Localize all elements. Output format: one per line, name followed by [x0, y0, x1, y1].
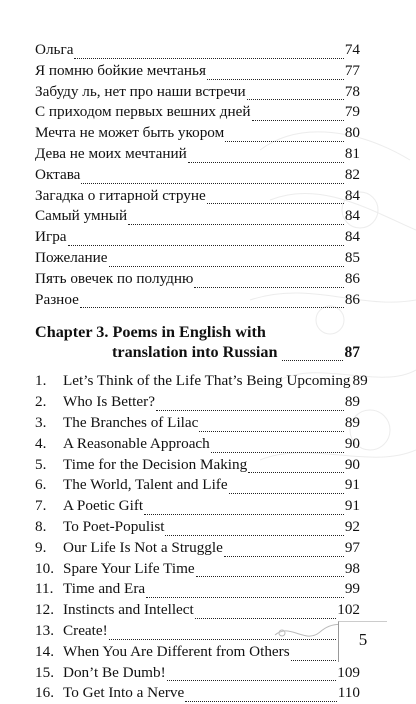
- toc-entry: [35, 40, 360, 61]
- chapter-title-line2-row: [35, 342, 360, 363]
- toc-entry: [35, 290, 360, 311]
- leader-dots: [291, 648, 337, 661]
- entry-page: 98: [344, 559, 360, 577]
- entry-number: 2.: [35, 393, 47, 411]
- chapter-page: 87: [344, 344, 360, 362]
- entry-title: Пожелание: [35, 248, 108, 266]
- entry-number: 6.: [35, 476, 47, 494]
- leader-dots: [167, 668, 337, 681]
- entry-page: 78: [344, 82, 360, 100]
- toc-entry: [35, 455, 360, 476]
- toc-entry: [35, 538, 360, 559]
- entry-title: Игра: [35, 228, 67, 246]
- entry-number: 5.: [35, 455, 47, 473]
- leader-dots: [128, 212, 344, 225]
- entry-page: 90: [344, 434, 360, 452]
- entry-title: Time for the Decision Making: [63, 455, 248, 473]
- entry-title: Instincts and Intellect: [63, 601, 194, 619]
- russian-section: [35, 40, 360, 310]
- entry-title: Create!: [63, 621, 108, 639]
- entry-page: 110: [337, 684, 360, 702]
- entry-page: 86: [344, 290, 360, 308]
- entry-number: 13.: [35, 621, 54, 639]
- entry-page: 80: [344, 124, 360, 142]
- entry-title: Don’t Be Dumb!: [63, 663, 166, 681]
- entry-page: 86: [344, 269, 360, 287]
- leader-dots: [229, 481, 344, 494]
- leader-dots: [194, 275, 343, 288]
- entry-title: Октава: [35, 165, 81, 183]
- entry-title: Разное: [35, 290, 79, 308]
- leader-dots: [207, 191, 344, 204]
- entry-title: To Get Into a Nerve: [63, 684, 185, 702]
- entry-title: Spare Your Life Time: [63, 559, 195, 577]
- toc-entry: [35, 227, 360, 248]
- entry-page: 97: [344, 538, 360, 556]
- entry-page: 99: [344, 580, 360, 598]
- chapter-heading: [35, 322, 360, 363]
- toc-entry: [35, 683, 360, 704]
- leader-dots: [248, 460, 344, 473]
- toc-entry: [35, 517, 360, 538]
- toc-entry: [35, 61, 360, 82]
- leader-dots: [252, 108, 344, 121]
- leader-dots: [247, 87, 344, 100]
- entry-page: 84: [344, 228, 360, 246]
- toc-entry: [35, 206, 360, 227]
- entry-title: A Reasonable Approach: [63, 434, 210, 452]
- entry-title: Let’s Think of the Life That’s Being Upcoming: [63, 372, 351, 390]
- entry-page: 90: [344, 455, 360, 473]
- leader-dots: [81, 171, 343, 184]
- toc-entry: [35, 496, 360, 517]
- toc-entry: [35, 123, 360, 144]
- entry-number: 16.: [35, 684, 54, 702]
- leader-dots: [144, 502, 344, 515]
- entry-page: 84: [344, 186, 360, 204]
- leader-dots: [225, 129, 344, 142]
- toc-entry: [35, 371, 368, 392]
- entry-number: 8.: [35, 517, 47, 535]
- entry-title: A Poetic Gift: [63, 497, 144, 515]
- entry-page: 84: [344, 207, 360, 225]
- entry-page: 89: [352, 372, 368, 390]
- leader-dots: [199, 419, 343, 432]
- chapter-title-line1: Chapter 3. Poems in English with: [35, 323, 266, 342]
- toc-entry: [35, 269, 360, 290]
- toc-entry: [35, 475, 360, 496]
- entry-page: 81: [344, 144, 360, 162]
- entry-title: To Poet-Populist: [63, 517, 165, 535]
- leader-dots: [156, 398, 344, 411]
- entry-title: When You Are Different from Others: [63, 642, 290, 660]
- entry-page: 77: [344, 61, 360, 79]
- entry-page: 91: [344, 476, 360, 494]
- toc-entry: [35, 144, 360, 165]
- entry-number: 7.: [35, 497, 47, 515]
- entry-title: The Branches of Lilac: [63, 413, 199, 431]
- toc-entry: [35, 102, 360, 123]
- entry-title: Our Life Is Not a Struggle: [63, 538, 223, 556]
- entry-title: Самый умный: [35, 207, 128, 225]
- entry-number: 4.: [35, 434, 47, 452]
- toc-entry: [35, 392, 360, 413]
- toc-entry: [35, 579, 360, 600]
- entry-title: The World, Talent and Life: [63, 476, 228, 494]
- leader-dots: [185, 689, 337, 702]
- leader-dots: [207, 67, 344, 80]
- leader-dots: [211, 440, 344, 453]
- toc-entry: [35, 248, 360, 269]
- toc-entry: [35, 186, 360, 207]
- leader-dots: [196, 564, 344, 577]
- toc-entry: [35, 82, 360, 103]
- page-number: 5: [338, 621, 387, 662]
- entry-title: Мечта не может быть укором: [35, 124, 225, 142]
- toc-entry: [35, 413, 360, 434]
- entry-page: 109: [337, 663, 360, 681]
- entry-number: 12.: [35, 601, 54, 619]
- entry-title: Пять овечек по полудню: [35, 269, 194, 287]
- leader-dots: [80, 295, 344, 308]
- entry-page: 85: [344, 248, 360, 266]
- leader-dots: [165, 523, 343, 536]
- entry-page: 89: [344, 413, 360, 431]
- leader-dots: [224, 544, 344, 557]
- entry-title: С приходом первых вешних дней: [35, 103, 251, 121]
- entry-title: Who Is Better?: [63, 393, 155, 411]
- entry-title: Я помню бойкие мечтанья: [35, 61, 206, 79]
- leader-dots: [282, 348, 343, 361]
- entry-page: 89: [344, 393, 360, 411]
- entry-page: 74: [344, 41, 360, 58]
- table-of-contents: [35, 40, 368, 704]
- entry-page: 82: [344, 165, 360, 183]
- entry-number: 1.: [35, 372, 47, 390]
- leader-dots: [68, 233, 344, 246]
- chapter-title-line2: translation into Russian: [112, 343, 278, 362]
- entry-title: Дева не моих мечтаний: [35, 144, 187, 162]
- entry-page: 79: [344, 103, 360, 121]
- entry-title: Ольга: [35, 41, 74, 58]
- toc-entry: [35, 434, 360, 455]
- entry-number: 3.: [35, 413, 47, 431]
- leader-dots: [109, 254, 344, 267]
- english-section: [35, 371, 368, 704]
- leader-dots: [146, 585, 344, 598]
- toc-entry: [35, 165, 360, 186]
- leader-dots: [74, 46, 343, 59]
- entry-title: Загадка о гитарной струне: [35, 186, 206, 204]
- entry-number: 11.: [35, 580, 54, 598]
- entry-number: 15.: [35, 663, 54, 681]
- entry-page: 102: [337, 601, 360, 619]
- entry-number: 10.: [35, 559, 54, 577]
- leader-dots: [188, 150, 344, 163]
- entry-number: 14.: [35, 642, 54, 660]
- toc-entry: [35, 559, 360, 580]
- entry-page: 92: [344, 517, 360, 535]
- entry-title: Time and Era: [63, 580, 146, 598]
- entry-number: 9.: [35, 538, 47, 556]
- entry-title: Забуду ль, нет про наши встречи: [35, 82, 246, 100]
- entry-page: 91: [344, 497, 360, 515]
